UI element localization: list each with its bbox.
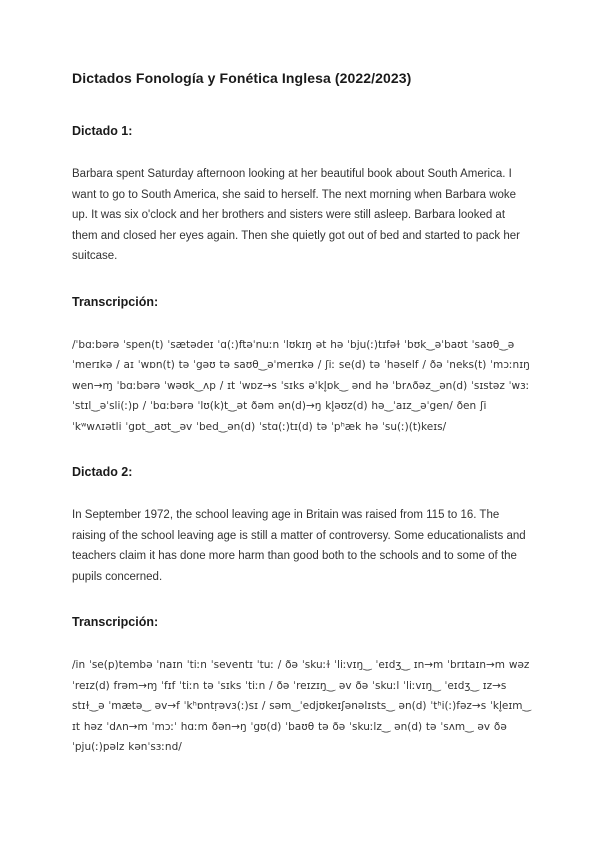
dictation-2-heading: Dictado 2: [72,465,133,479]
dictation-1-text: Barbara spent Saturday afternoon looking at her beautiful book about South America. I want to go to South America, she said to herself. The next morning when Barbara woke up. It was six o'clock and her brothers and sisters were still asleep. Barbara looked at them and closed her eyes again. Then she quietly got out of bed and started to pack her suitcase. [72,168,520,262]
document-title: Dictados Fonología y Fonética Inglesa (2022/2023) [72,70,412,86]
transcription-1-heading: Transcripción: [72,294,159,309]
dictation-1-heading: Dictado 1: [72,124,133,138]
dictation-2-text: In September 1972, the school leaving age in Britain was raised from 115 to 16. The raising of the school leaving age is still a matter of controversy. Some educationalists and teachers claim it has done more harm than good both to the schools and to some of the pupils concerned. [72,509,526,583]
transcription-2-text: /in ˈse(p)tembə ˈnaɪn ˈtiːn ˈseventɪ ˈtuː / ðə ˈskuːɫ ˈliːvɪŋ‿ ˈeɪdʒ‿ ɪn→m ˈbrɪtaɪn→m wəz ˈreɪz(d) frəm→ɱ ˈfɪf ˈtiːn tə ˈsɪks ˈtiːn / ðə ˈreɪzɪŋ‿ əv ðə ˈskuːl ˈliːvɪŋ‿ ˈeɪdʒ‿ ɪz→s stɪɫ‿ə ˈmætə‿ əv→f ˈkʰɒntṛəvɜ(ː)sɪ / səm‿ˈedjʊkeɪʃənəlɪsts‿ ən(d) ˈtʰi(ː)fəz→s ˈkl̥eɪm‿ ɪt həz ˈdʌn→m ˈmɔːˈ hɑːm ðən→ŋ ˈgʊ(d) ˈbaʊθ tə ðə ˈskuːlz‿ ən(d) tə ˈsʌm‿ əv ðə ˈpju(ː)pəlz kənˈsɜːnd/ [72,659,531,753]
transcription-2-heading: Transcripción: [72,615,159,629]
transcription-1-text: /ˈbɑːbərə ˈspen(t) ˈsætədeɪ ˈɑ(ː)ftəˈnuːn ˈlʊkɪŋ ət hə ˈbju(ː)tɪfəɫ ˈbʊk‿əˈbaʊt ˈsaʊθ‿əˈmerɪkə / aɪ ˈwɒn(t) tə ˈgəʊ tə saʊθ‿əˈmerɪkə / ʃiː se(d) tə ˈhəself / ðə ˈneks(t) ˈmɔːnɪŋ wen→ɱ ˈbɑːbərə ˈwəʊk‿ʌp / ɪt ˈwɒz→s ˈsɪks əˈkl̥ɒk‿ ənd hə ˈbrʌðəz‿ən(d) ˈsɪstəz ˈwɜː ˈstɪl‿əˈsli(ː)p / ˈbɑːbərə ˈlʊ(k)t‿ət ðəm ən(d)→ŋ kl̥əʊz(d) hə‿ˈaɪz‿əˈgen/ ðen ʃi ˈkʷwʌɪətli ˈgɒt‿aʊt‿əv ˈbed‿ən(d) ˈstɑ(ː)tɪ(d) tə ˈpʰæk hə ˈsu(ː)(t)keɪs/ [72,338,530,433]
dictation-section-2 [72,465,532,758]
document-body [72,70,532,786]
dictation-section-1 [72,124,532,437]
